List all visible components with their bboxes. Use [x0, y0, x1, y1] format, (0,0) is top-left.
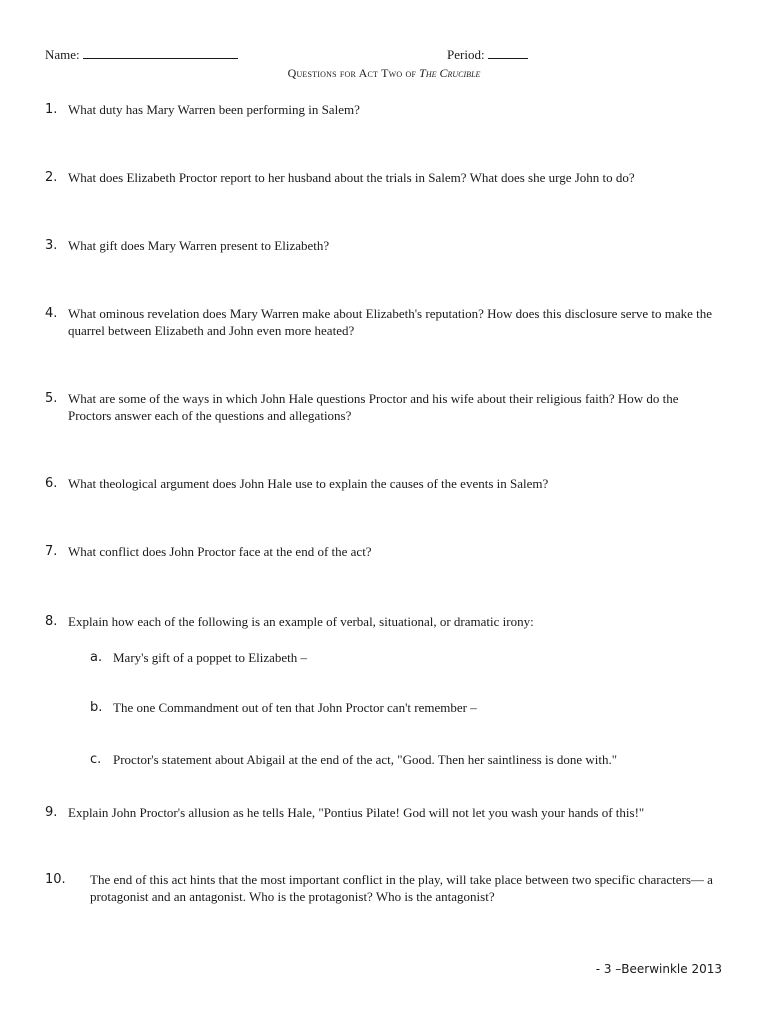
question-1 — [45, 102, 725, 119]
question-text: What ominous revelation does Mary Warren make about Elizabeth's reputation? How does this disclosure serve to make the quarrel between Elizabeth and John even more heated? — [68, 306, 713, 338]
subitem-b — [90, 700, 710, 717]
question-7 — [45, 544, 725, 561]
question-6 — [45, 476, 725, 493]
subitem-a — [90, 650, 710, 667]
subitem-text: The one Commandment out of ten that John Proctor can't remember – — [113, 700, 477, 715]
subitem-text: Mary's gift of a poppet to Elizabeth – — [113, 650, 308, 665]
question-9 — [45, 805, 725, 822]
period-blank-line[interactable] — [488, 46, 528, 59]
question-number: 8. — [45, 614, 58, 629]
question-number: 6. — [45, 476, 58, 491]
question-5 — [45, 391, 725, 424]
question-text: Explain how each of the following is an example of verbal, situational, or dramatic irony: — [68, 614, 534, 629]
subitem-text: Proctor's statement about Abigail at the end of the act, "Good. Then her saintliness is done with." — [113, 752, 618, 767]
name-label: Name: — [45, 47, 80, 62]
question-10 — [45, 872, 725, 905]
question-text: What are some of the ways in which John Hale questions Proctor and his wife about their religious faith? How do the Proctors answer each of the questions and allegations? — [68, 391, 679, 423]
question-3 — [45, 238, 725, 255]
subitem-c — [90, 752, 710, 769]
question-text: Explain John Proctor's allusion as he tells Hale, "Pontius Pilate! God will not let you wash your hands of this!" — [68, 805, 645, 820]
question-text: What duty has Mary Warren been performing in Salem? — [68, 102, 360, 117]
question-number: 10. — [45, 872, 66, 887]
period-field — [447, 46, 528, 63]
subitem-letter: a. — [90, 650, 103, 665]
title-prefix: Questions for Act Two of — [287, 66, 417, 80]
question-text: What gift does Mary Warren present to Elizabeth? — [68, 238, 330, 253]
question-number: 2. — [45, 170, 58, 185]
subitem-letter: c. — [90, 752, 102, 767]
question-2 — [45, 170, 725, 187]
worksheet-title — [0, 66, 768, 81]
question-number: 7. — [45, 544, 58, 559]
question-4 — [45, 306, 725, 339]
subitem-letter: b. — [90, 700, 103, 715]
question-number: 5. — [45, 391, 58, 406]
period-label: Period: — [447, 47, 485, 62]
question-8 — [45, 614, 725, 631]
name-field — [45, 46, 238, 63]
question-number: 4. — [45, 306, 58, 321]
question-text: The end of this act hints that the most important conflict in the play, will take place between two specific characters— a protagonist and an antagonist. Who is the protagonist? Who is the antagonist? — [90, 872, 713, 904]
question-number: 3. — [45, 238, 58, 253]
name-blank-line[interactable] — [83, 46, 238, 59]
question-number: 1. — [45, 102, 58, 117]
question-text: What theological argument does John Hale use to explain the causes of the events in Salem? — [68, 476, 549, 491]
question-number: 9. — [45, 805, 58, 820]
question-text: What conflict does John Proctor face at the end of the act? — [68, 544, 372, 559]
page-footer: - 3 –Beerwinkle 2013 — [595, 962, 722, 976]
title-work: The Crucible — [419, 66, 481, 80]
question-text: What does Elizabeth Proctor report to her husband about the trials in Salem? What does she urge John to do? — [68, 170, 635, 185]
